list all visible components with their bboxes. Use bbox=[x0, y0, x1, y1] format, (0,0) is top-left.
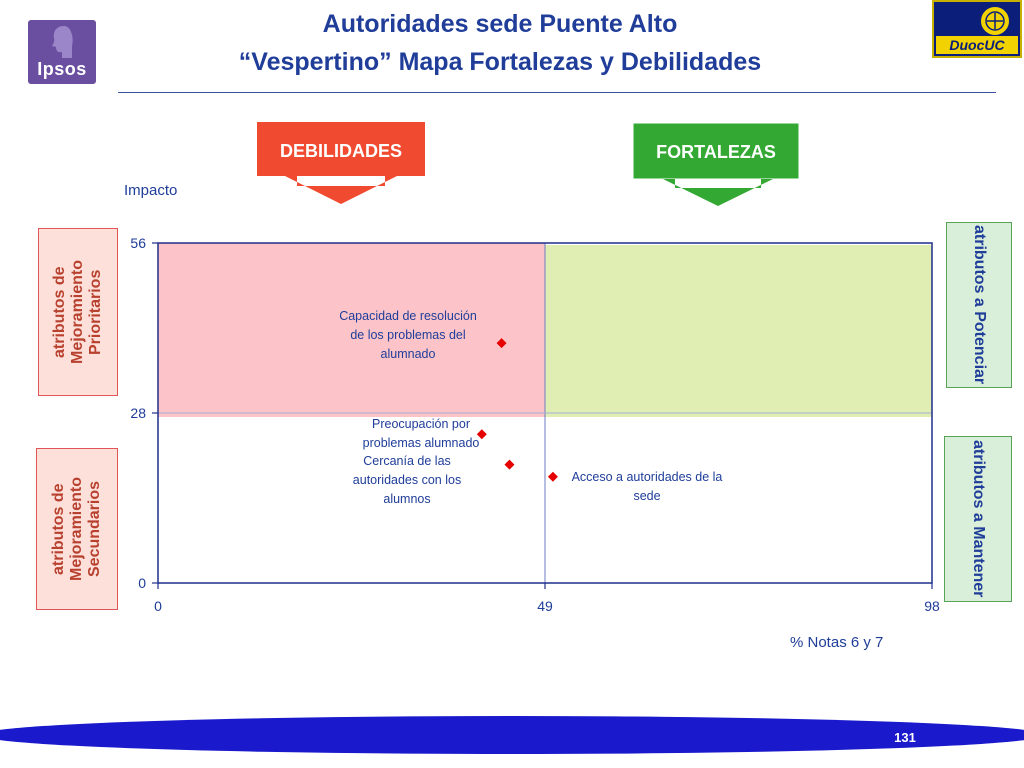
data-label-2-line-1: autoridades con los bbox=[352, 473, 462, 487]
page-number: 131 bbox=[894, 730, 916, 745]
fortalezas-quadrant bbox=[545, 245, 932, 417]
x-tick-label-2: 98 bbox=[924, 598, 940, 614]
data-label-1-line-1: problemas alumnado bbox=[362, 436, 480, 450]
data-label-3-line-1: sede bbox=[633, 489, 661, 503]
data-label-0-line-0: Capacidad de resolución bbox=[339, 309, 477, 323]
data-label-2 bbox=[353, 454, 461, 506]
data-label-0-line-1: de los problemas del bbox=[350, 328, 466, 342]
y-tick-label-0: 0 bbox=[138, 575, 146, 591]
data-label-0-line-2: alumnado bbox=[380, 347, 436, 361]
data-label-1 bbox=[363, 417, 480, 450]
footer-band bbox=[0, 716, 1024, 754]
label-mejoramiento-prioritarios: atributos de Mejoramiento Prioritarios bbox=[38, 228, 118, 396]
footer-ellipse bbox=[0, 716, 1024, 754]
ipsos-logo-text: Ipsos bbox=[37, 59, 87, 79]
label-atributos-mantener: atributos a Mantener bbox=[944, 436, 1012, 602]
data-label-3 bbox=[572, 470, 723, 503]
data-point-3 bbox=[548, 472, 558, 482]
label-atributos-potenciar: atributos a Potenciar bbox=[946, 222, 1012, 388]
label-mejoramiento-secundarios: atributos de Mejoramiento Secundarios bbox=[36, 448, 118, 610]
page-subtitle: “Vespertino” Mapa Fortalezas y Debilidades bbox=[238, 48, 762, 76]
y-axis-title: Impacto bbox=[124, 182, 178, 199]
y-tick-label-1: 28 bbox=[130, 405, 146, 421]
duoc-logo-text: DuocUC bbox=[936, 36, 1018, 54]
x-tick-label-0: 0 bbox=[154, 598, 162, 614]
data-point-2 bbox=[504, 460, 514, 470]
data-label-1-line-0: Preocupación por bbox=[372, 417, 470, 431]
x-tick-label-1: 49 bbox=[537, 598, 553, 614]
y-tick-label-2: 56 bbox=[130, 235, 146, 251]
x-axis-title: % Notas 6 y 7 bbox=[790, 634, 884, 651]
page-title: Autoridades sede Puente Alto bbox=[322, 10, 678, 38]
data-label-2-line-0: Cercanía de las bbox=[363, 454, 451, 468]
debilidades-label: DEBILIDADES bbox=[279, 141, 403, 161]
fortalezas-label: FORTALEZAS bbox=[656, 142, 776, 162]
data-label-3-line-0: Acceso a autoridades de la bbox=[571, 470, 723, 484]
data-label-2-line-2: alumnos bbox=[383, 492, 431, 506]
